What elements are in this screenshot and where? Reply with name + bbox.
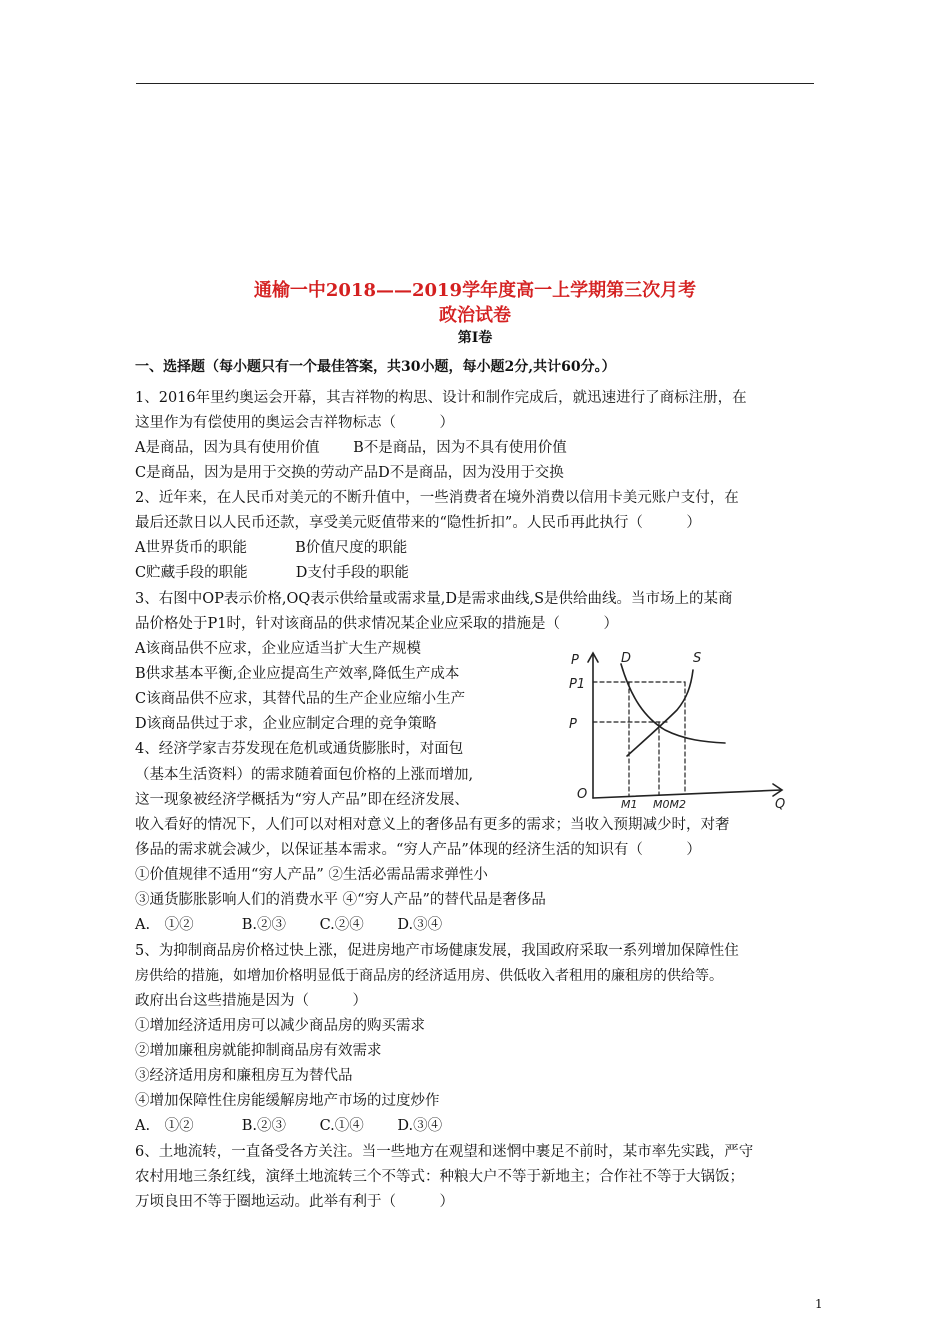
text-line: 3、右图中OP表示价格,OQ表示供给量或需求量,D是需求曲线,S是供给曲线。当市场上的某商 [135,591,733,607]
text-line: C贮藏手段的职能 D支付手段的职能 [135,565,409,581]
exam-title: 通榆一中2018——2019学年度高一上学期第三次月考 [253,280,697,301]
text-line: 万顷良田不等于圈地运动。此举有利于（ ） [135,1194,454,1210]
text-line: 这一现象被经济学概括为“穷人产品”即在经济发展、 [135,792,469,808]
text-line: 这里作为有偿使用的奥运会吉祥物标志（ ） [135,415,454,431]
supply-label: S [693,651,702,666]
m1-label: M1 [621,798,638,810]
page-number: 1 [815,1297,823,1311]
demand-curve [621,664,725,743]
text-line: ①价值规律不适用“穷人产品” ②生活必需品需求弹性小 [135,867,488,883]
text-line: A世界货币的职能 B价值尺度的职能 [135,540,408,556]
volume-label: 第Ⅰ卷 [457,330,493,346]
text-line: 政府出台这些措施是因为（ ） [135,993,367,1009]
text-line: 农村用地三条红线，演绎土地流转三个不等式：种粮大户不等于新地主；合作社不等于大锅饭； [135,1169,744,1185]
text-line: ④增加保障性住房能缓解房地产市场的过度炒作 [135,1093,440,1109]
text-line: ①增加经济适用房可以减少商品房的购买需求 [135,1018,425,1034]
p-label: P [569,717,577,732]
text-line: D该商品供过于求，企业应制定合理的竞争策略 [135,716,437,732]
text-line: 最后还款日以人民币还款，享受美元贬值带来的“隐性折扣”。人民币再此执行（ ） [135,515,701,531]
m0m2-label: M0M2 [653,798,686,810]
answer-options: A. ①② B.②③ C.①④ D.③④ [135,1118,443,1134]
text-line: 2、近年来，在人民币对美元的不断升值中，一些消费者在境外消费以信用卡美元账户支付，在 [135,490,739,506]
text-line: ②增加廉租房就能抑制商品房有效需求 [135,1043,382,1059]
section-heading: 一、选择题（每小题只有一个最佳答案，共30小题，每小题2分,共计60分。） [135,359,616,375]
text-line: 房供给的措施，如增加价格明显低于商品房的经济适用房、供低收入者租用的廉租房的供给等。 [135,968,723,984]
answer-options: A. ①② B.②③ C.②④ D.③④ [135,917,443,933]
text-line: A是商品，因为具有使用价值 B不是商品，因为不具有使用价值 [135,440,567,456]
text-line: 1、2016年里约奥运会开幕，其吉祥物的构思、设计和制作完成后，就迅速进行了商标注册，在 [135,390,747,406]
text-line: ③通货膨胀影响人们的消费水平 ④“穷人产品”的替代品是奢侈品 [135,892,546,908]
header-rule [136,83,814,84]
text-line: C是商品，因为是用于交换的劳动产品D不是商品，因为没用于交换 [135,465,564,481]
y-axis-label: P [571,653,579,668]
text-line: 品价格处于P1时，针对该商品的供求情况某企业应采取的措施是（ ） [135,616,618,632]
supply-demand-figure [535,648,795,810]
text-line: A该商品供不应求，企业应适当扩大生产规模 [135,641,421,657]
text-line: （基本生活资料）的需求随着面包价格的上涨而增加, [135,767,474,783]
text-line: B供求基本平衡,企业应提高生产效率,降低生产成本 [135,666,460,682]
text-line: C该商品供不应求，其替代品的生产企业应缩小生产 [135,691,466,707]
p1-label: P1 [569,677,586,692]
exam-subject: 政治试卷 [439,305,511,326]
text-line: 6、土地流转，一直备受各方关注。当一些地方在观望和迷惘中裹足不前时，某市率先实践，严守 [135,1144,754,1160]
text-line: 4、经济学家吉芬发现在危机或通货膨胀时，对面包 [135,741,464,757]
text-line: 收入看好的情况下，人们可以对相对意义上的奢侈品有更多的需求；当收入预期减少时，对奢 [135,817,730,833]
demand-label: D [621,651,632,666]
text-line: ③经济适用房和廉租房互为替代品 [135,1068,353,1084]
supply-curve [627,670,693,756]
text-line: 侈品的需求就会减少，以保证基本需求。“穷人产品”体现的经济生活的知识有（ ） [135,842,701,858]
x-axis [593,790,781,798]
text-line: 5、为抑制商品房价格过快上涨，促进房地产市场健康发展，我国政府采取一系列增加保障性住 [135,943,739,959]
origin-label: O [577,787,588,802]
x-axis-label: Q [775,797,786,810]
